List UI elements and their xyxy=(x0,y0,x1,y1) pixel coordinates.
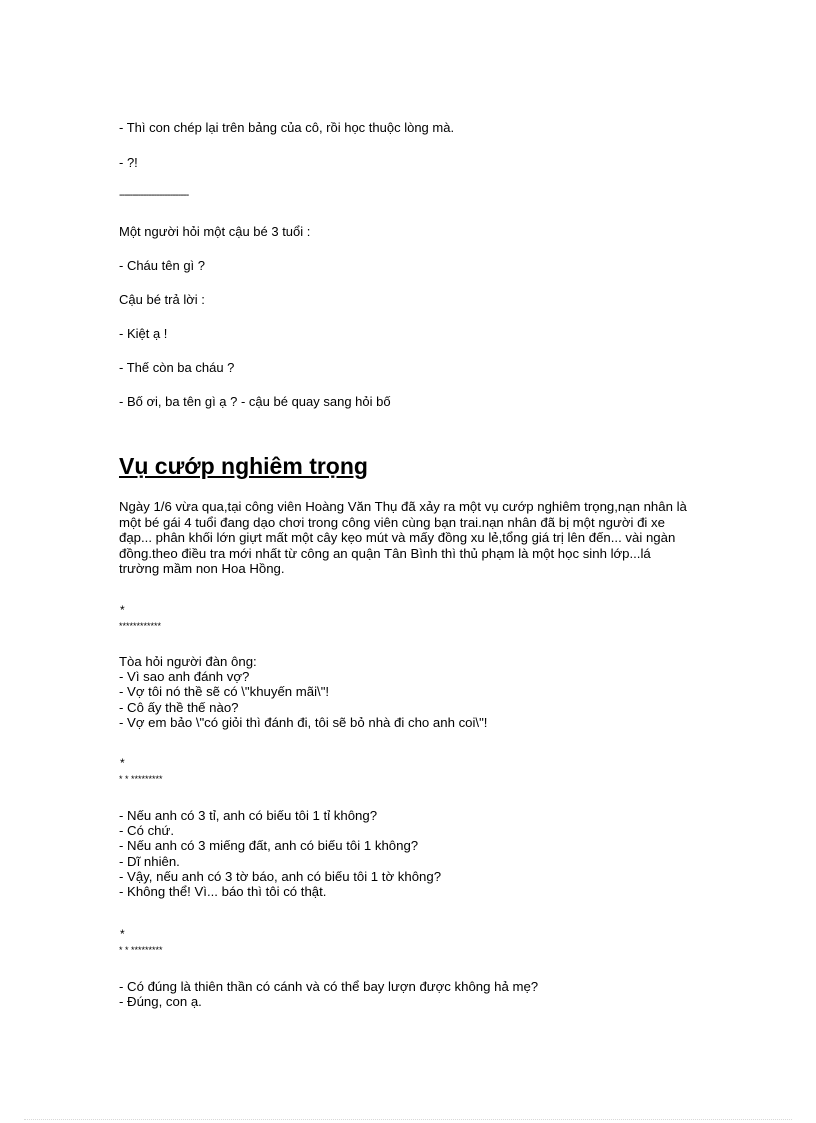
dialogue-line: - Dĩ nhiên. xyxy=(119,853,180,869)
story-paragraph: Ngày 1/6 vừa qua,tại công viên Hoàng Văn Thụ đã xảy ra một vụ cướp nghiêm trọng,nạn nhân là một bé gái 4 tuổi đang dạo chơi trong công viên cùng bạn trai.nạn nhân đã bị một người đi xe đạp... phân khối lớn giựt mất một cây kẹo mút và mấy đồng xu lẻ,tổng giá trị lên đến... vài ngàn đồng.theo điều tra mới nhất từ công an quận Tân Bình thì thủ phạm là một học sinh lớp...lá trường mầm non Hoa Hồng. xyxy=(119,499,687,577)
dialogue-line: - Nếu anh có 3 miếng đất, anh có biếu tôi 1 không? xyxy=(119,838,419,854)
star-separator: * xyxy=(120,603,125,617)
text-line: - Cháu tên gì ? xyxy=(119,258,205,273)
dialogue-line: - Vì sao anh đánh vợ? xyxy=(119,669,250,685)
dialogue-block xyxy=(119,654,699,730)
dash-separator: -------------------------- xyxy=(119,189,189,201)
star-separator: * xyxy=(120,927,125,941)
text-line: - Thì con chép lại trên bảng của cô, rồi học thuộc lòng mà. xyxy=(119,120,455,135)
text-line: Cậu bé trả lời : xyxy=(119,292,205,307)
dialogue-line: - Cô ấy thề thế nào? xyxy=(119,699,239,715)
page-bottom-divider xyxy=(24,1119,792,1120)
section-heading: Vụ cướp nghiêm trọng xyxy=(119,453,368,479)
dialogue-line: - Đúng, con ạ. xyxy=(119,994,202,1010)
dialogue-line: - Có đúng là thiên thần có cánh và có thể bay lượn được không hả mẹ? xyxy=(119,979,539,994)
text-line: - ?! xyxy=(119,155,138,170)
dialogue-block xyxy=(119,979,699,1009)
dialogue-line: - Vợ tôi nó thề sẽ có \"khuyến mãi\"! xyxy=(119,684,330,700)
text-line: Một người hỏi một cậu bé 3 tuổi : xyxy=(119,224,311,239)
star-separator: * * ********* xyxy=(119,774,163,784)
dialogue-line: - Không thể! Vì... báo thì tôi có thật. xyxy=(119,884,327,900)
star-separator: ************ xyxy=(119,621,162,631)
dialogue-line: - Vợ em bảo \"có giỏi thì đánh đi, tôi sẽ bỏ nhà đi cho anh coi\"! xyxy=(119,714,488,730)
text-line: - Bố ơi, ba tên gì ạ ? - cậu bé quay sang hỏi bố xyxy=(119,394,391,409)
star-separator: * xyxy=(120,756,125,770)
dialogue-line: - Có chứ. xyxy=(119,823,174,839)
dialogue-line: - Nếu anh có 3 tỉ, anh có biếu tôi 1 tỉ không? xyxy=(119,808,378,823)
text-line: - Thế còn ba cháu ? xyxy=(119,360,235,375)
dialogue-block xyxy=(119,808,699,899)
dialogue-line: - Vậy, nếu anh có 3 tờ báo, anh có biếu tôi 1 tờ không? xyxy=(119,868,442,884)
star-separator: * * ********* xyxy=(119,945,163,955)
text-line: - Kiệt ạ ! xyxy=(119,326,168,341)
dialogue-line: Tòa hỏi người đàn ông: xyxy=(119,654,257,669)
